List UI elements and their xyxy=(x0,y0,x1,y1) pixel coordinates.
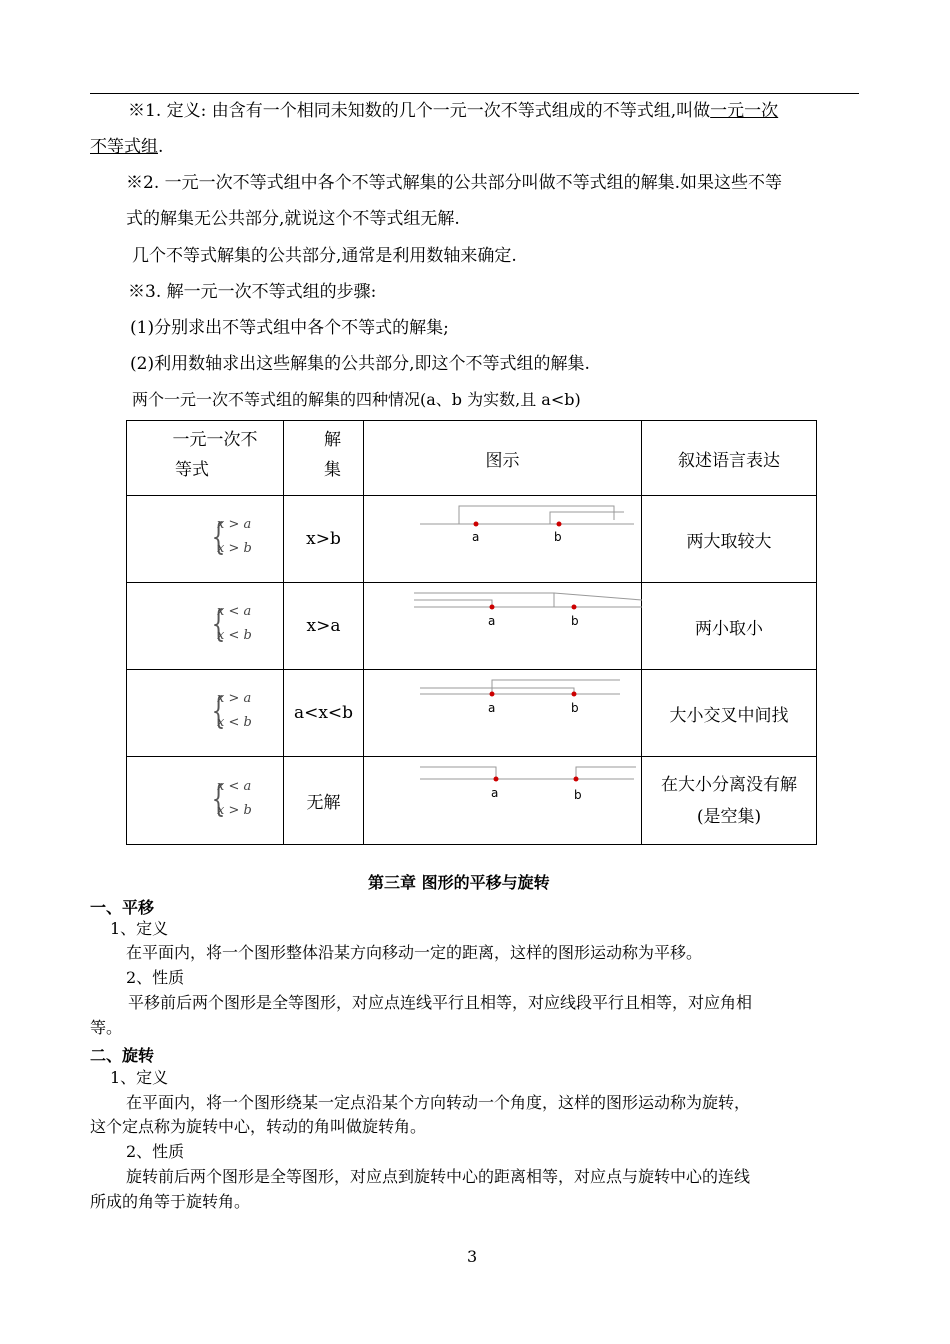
definition-1-text: ※1. 定义: 由含有一个相同未知数的几个一元一次不等式组成的不等式组,叫做 xyxy=(128,101,711,121)
inequality-system xyxy=(207,775,267,827)
inequality-system xyxy=(207,687,267,739)
number-line-diagram xyxy=(364,583,642,669)
solution-ray-a xyxy=(459,506,614,524)
description-line2: (是空集) xyxy=(696,806,762,827)
translation-property-label: 2、性质 xyxy=(126,968,185,987)
table-row xyxy=(127,670,817,757)
translation-property-line2: 等。 xyxy=(90,1018,123,1037)
brace-icon: { xyxy=(211,604,226,645)
solution-cell: 无解 xyxy=(284,757,364,845)
solution-cell: x>a xyxy=(284,583,364,670)
system-cell xyxy=(127,670,284,757)
point-b xyxy=(574,777,579,782)
label-a: a xyxy=(488,701,496,715)
translation-definition-text: 在平面内，将一个图形整体沿某方向移动一定的距离，这样的图形运动称为平移。 xyxy=(126,943,703,962)
chapter-title: 第三章 图形的平移与旋转 xyxy=(368,873,550,892)
point-b xyxy=(572,692,577,697)
header-inequality-line2: 等式 xyxy=(175,460,209,480)
table-row xyxy=(127,583,817,670)
header-description: 叙述语言表达 xyxy=(642,421,817,496)
step-1: (1)分别求出不等式组中各个不等式的解集; xyxy=(130,318,449,338)
table-row xyxy=(127,496,817,583)
header-inequality xyxy=(127,421,284,496)
definition-1-cont xyxy=(90,136,163,158)
number-line-note: 几个不等式解集的公共部分,通常是利用数轴来确定. xyxy=(132,246,517,266)
definition-1-term-b: 不等式组 xyxy=(90,137,158,157)
inequality-1: x < a xyxy=(217,778,252,794)
rotation-definition-line1: 在平面内，将一个图形绕某一定点沿某个方向转动一个角度，这样的图形运动称为旋转， xyxy=(126,1093,751,1112)
system-cell xyxy=(127,583,284,670)
solution-ray-a xyxy=(492,680,620,694)
header-solution-line2: 集 xyxy=(324,460,341,480)
rotation-property-label: 2、性质 xyxy=(126,1142,185,1161)
point-a xyxy=(474,522,479,527)
point-a xyxy=(490,605,495,610)
system-cell xyxy=(127,757,284,845)
translation-property-line1: 平移前后两个图形是全等图形，对应点连线平行且相等，对应线段平行且相等，对应角相 xyxy=(128,993,753,1012)
rotation-property-line1: 旋转前后两个图形是全等图形，对应点到旋转中心的距离相等，对应点与旋转中心的连线 xyxy=(126,1167,751,1186)
point-a xyxy=(490,692,495,697)
rotation-definition-line2: 这个定点称为旋转中心，转动的角叫做旋转角。 xyxy=(90,1117,427,1136)
definition-2-line2: 式的解集无公共部分,就说这个不等式组无解. xyxy=(126,209,460,229)
label-a: a xyxy=(491,786,499,800)
solution-ray-b xyxy=(420,688,574,694)
inequality-2: x > b xyxy=(217,802,252,818)
solution-ray-b xyxy=(576,767,636,779)
definition-2-line1: ※2. 一元一次不等式组中各个不等式解集的公共部分叫做不等式组的解集.如果这些不等 xyxy=(126,173,783,193)
description-cell: 两小取小 xyxy=(642,583,817,670)
inequality-system xyxy=(207,513,267,565)
label-a: a xyxy=(472,530,480,544)
inequality-table xyxy=(126,420,817,845)
description-cell xyxy=(642,757,817,845)
definition-1 xyxy=(128,100,778,122)
definition-1-term-a: 一元一次 xyxy=(710,101,779,121)
inequality-2: x < b xyxy=(217,715,252,730)
point-b xyxy=(572,605,577,610)
brace-icon: { xyxy=(211,517,226,558)
description-cell: 大小交叉中间找 xyxy=(642,670,817,757)
label-b: b xyxy=(574,788,582,802)
step-2: (2)利用数轴求出这些解集的公共部分,即这个不等式组的解集. xyxy=(130,354,590,374)
description-cell: 两大取较大 xyxy=(642,496,817,583)
solution-ray-a xyxy=(420,767,496,779)
header-rule xyxy=(90,93,859,94)
diagram-cell xyxy=(364,670,642,757)
translation-definition-label: 1、定义 xyxy=(110,919,169,938)
solution-ray-a xyxy=(414,600,492,607)
diagram-cell xyxy=(364,583,642,670)
number-line-diagram xyxy=(364,496,642,582)
header-inequality-line1: 一元一次不 xyxy=(172,430,258,450)
rotation-definition-label: 1、定义 xyxy=(110,1068,169,1087)
brace-icon: { xyxy=(211,778,226,820)
number-line-diagram xyxy=(364,670,642,756)
diagram-cell xyxy=(364,757,642,845)
inequality-1: x > a xyxy=(217,517,252,532)
rotation-property-line2: 所成的角等于旋转角。 xyxy=(90,1192,251,1211)
table-header-row xyxy=(127,421,817,496)
inequality-system xyxy=(207,600,267,652)
point-b xyxy=(557,522,562,527)
number-line-diagram xyxy=(364,757,642,844)
definition-1-end: . xyxy=(158,137,164,157)
table-caption: 两个一元一次不等式组的解集的四种情况(a、b 为实数,且 a<b) xyxy=(132,390,581,409)
definition-3: ※3. 解一元一次不等式组的步骤: xyxy=(128,282,377,302)
label-b: b xyxy=(571,701,579,715)
solution-ray-b xyxy=(550,512,624,524)
solution-cell: a<x<b xyxy=(284,670,364,757)
page-number: 3 xyxy=(467,1247,478,1266)
header-solution-line1: 解 xyxy=(324,430,341,450)
point-a xyxy=(494,777,499,782)
diagram-cell xyxy=(364,496,642,583)
guide-line xyxy=(554,593,642,600)
header-solution xyxy=(284,421,364,496)
header-diagram: 图示 xyxy=(364,421,642,496)
description-line1: 在大小分离没有解 xyxy=(661,774,797,795)
inequality-2: x > b xyxy=(217,541,252,556)
label-b: b xyxy=(554,530,562,544)
section-rotation-heading: 二、旋转 xyxy=(90,1046,155,1065)
label-b: b xyxy=(571,614,579,628)
inequality-1: x < a xyxy=(217,604,252,619)
solution-cell: x>b xyxy=(284,496,364,583)
table-row xyxy=(127,757,817,845)
label-a: a xyxy=(488,614,496,628)
inequality-2: x < b xyxy=(217,628,252,643)
inequality-1: x > a xyxy=(217,691,252,706)
section-translation-heading: 一、平移 xyxy=(90,898,155,917)
system-cell xyxy=(127,496,284,583)
brace-icon: { xyxy=(211,691,226,732)
